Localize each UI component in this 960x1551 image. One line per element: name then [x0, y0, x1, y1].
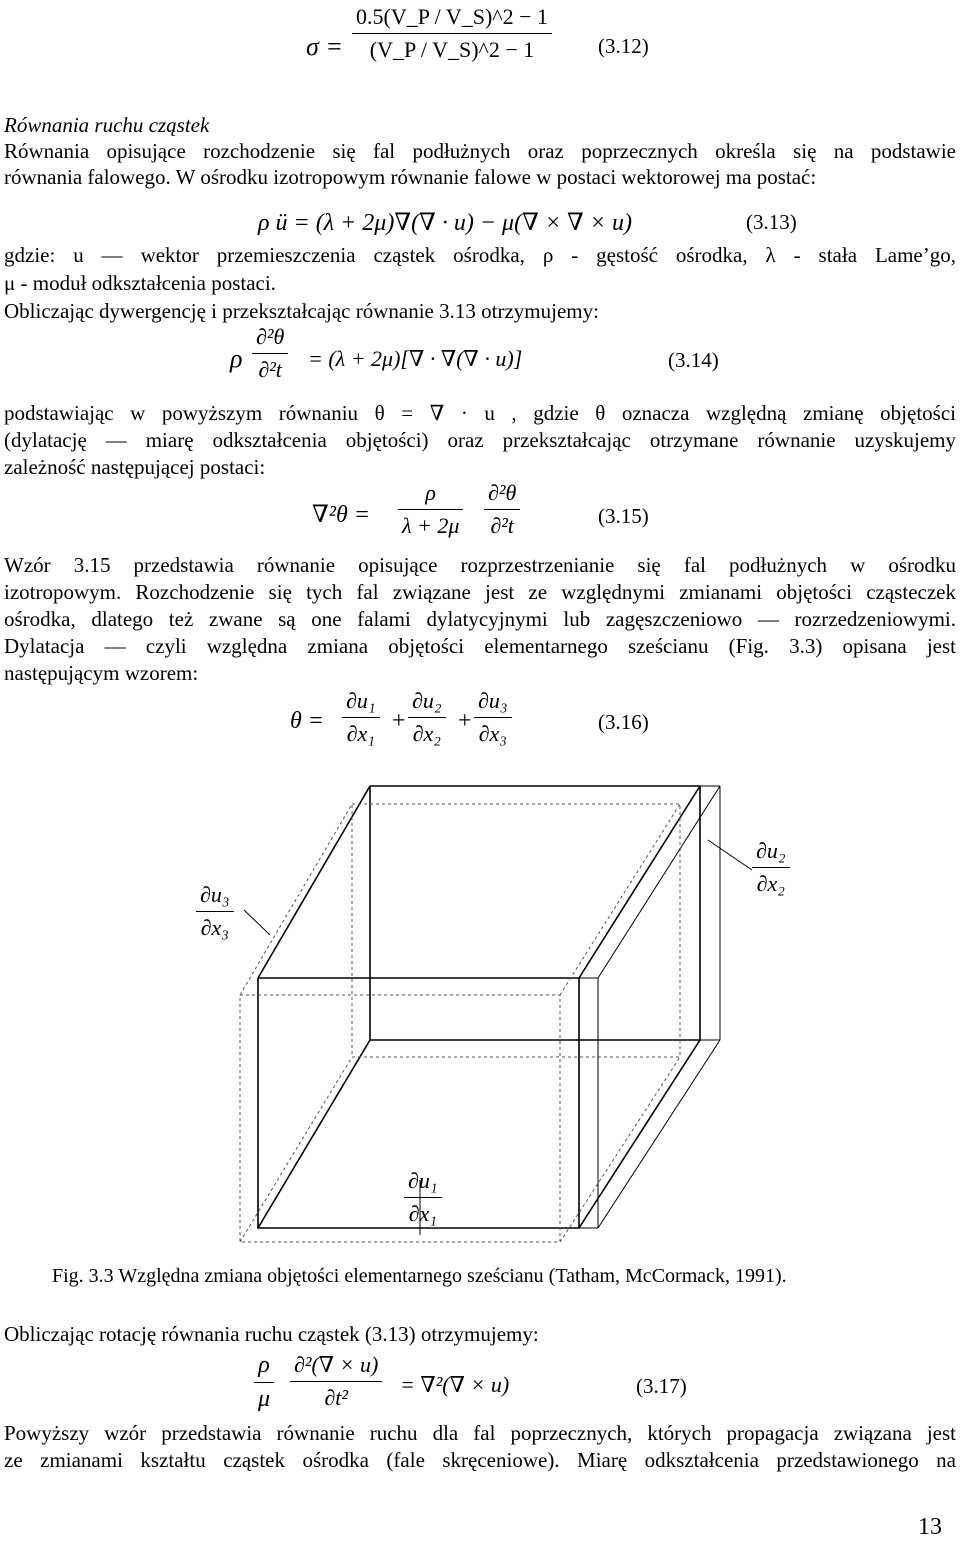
- figure-label-u1: [404, 1168, 442, 1227]
- paragraph-line: Dylatacja — czyli względna zmiana objętości elementarnego sześcianu (Fig. 3.3) opisana jest: [4, 634, 956, 658]
- cube-back-face: [370, 786, 700, 1040]
- rho-symbol: ρ: [230, 344, 243, 373]
- label-numerator: ∂u₃: [200, 882, 230, 907]
- section-heading: Równania ruchu cząstek: [4, 113, 210, 137]
- eq-3-15-numerator-2: ∂²θ: [488, 480, 517, 505]
- figure-label-u3: [196, 882, 234, 941]
- paragraph-line: Powyższy wzór przedstawia równanie ruchu dla fal poprzecznych, których propagacja związana jest: [4, 1421, 956, 1445]
- eq-3-13-tag: (3.13): [746, 210, 797, 234]
- deformed-cube-front: [240, 995, 560, 1242]
- cube-edge: [579, 1040, 700, 1228]
- cube-edge: [258, 1040, 370, 1228]
- eq-3-17-numerator: ∂²(∇ × u): [294, 1352, 379, 1377]
- paragraph-line: ośrodka, dlatego też zwane są one falami dylatycyjnymi lub zagęszczeniowo — rozrzedzeniowymi.: [4, 607, 956, 631]
- coef-denominator: μ: [258, 1386, 271, 1412]
- eq-3-12-fraction: [352, 4, 552, 63]
- paragraph-line: Obliczając rotację równania ruchu cząstek (3.13) otrzymujemy:: [4, 1322, 539, 1346]
- paragraph-line: (dylatację — miarę odkształcenia objętości) oraz przekształcając otrzymane równanie uzyskujemy: [4, 428, 956, 452]
- eq-3-17-denominator: ∂t²: [324, 1385, 348, 1410]
- eq-3-15-fraction-2: [484, 480, 520, 539]
- eq-3-16-term-3: [474, 688, 512, 747]
- eq-3-12-denominator: (V_P / V_S)^2 − 1: [369, 37, 535, 62]
- equation-3-13: ρ ü = (λ + 2μ)∇(∇ · u) − μ(∇ × ∇ × u): [258, 210, 632, 236]
- eq-3-14-fraction: [252, 324, 288, 383]
- paragraph-line: równania falowego. W ośrodku izotropowym równanie falowe w postaci wektorowej ma postać:: [4, 165, 817, 189]
- eq-3-14-tag: (3.14): [668, 348, 719, 372]
- label-numerator: ∂u₂: [756, 838, 786, 863]
- term-numerator: ∂u₁: [346, 688, 376, 713]
- sigma-symbol: σ =: [306, 32, 343, 61]
- eq-3-15-lhs: ∇²θ =: [312, 502, 370, 528]
- paragraph-line: następującym wzorem:: [4, 661, 199, 685]
- cube-edge: [579, 786, 700, 978]
- coef-numerator: ρ: [258, 1352, 270, 1378]
- plus-sign: +: [458, 708, 472, 734]
- term-numerator: ∂u₂: [412, 688, 442, 713]
- paragraph-line: μ - moduł odkształcenia postaci.: [4, 271, 276, 295]
- paragraph-line: izotropowym. Rozchodzenie się tych fal związane jest ze względnymi zmianami objętości cząsteczek: [4, 580, 956, 604]
- eq-3-16-tag: (3.16): [598, 710, 649, 734]
- term-denominator: ∂x₂: [412, 721, 441, 746]
- label-denominator: ∂x₂: [756, 871, 785, 896]
- paragraph-line: Wzór 3.15 przedstawia równanie opisujące rozprzestrzenianie się fal podłużnych w ośrodku: [4, 553, 956, 577]
- term-numerator: ∂u₃: [478, 688, 508, 713]
- eq-3-17-coefficient: [254, 1352, 274, 1413]
- label-denominator: ∂x₃: [200, 915, 229, 940]
- figure-caption: Fig. 3.3 Względna zmiana objętości elementarnego sześcianu (Tatham, McCormack, 1991).: [52, 1265, 787, 1287]
- eq-3-14-numerator: ∂²θ: [256, 324, 285, 349]
- label-leader-u3: [244, 910, 270, 935]
- paragraph-line: gdzie: u — wektor przemieszczenia cząstek ośrodka, ρ - gęstość ośrodka, λ - stała Lame’go,: [4, 243, 956, 267]
- label-numerator: ∂u₁: [408, 1168, 438, 1193]
- eq-3-16-term-2: [408, 688, 446, 747]
- label-denominator: ∂x₁: [408, 1201, 437, 1226]
- eq-3-14-rhs: = (λ + 2μ)[∇ · ∇(∇ · u)]: [308, 346, 523, 371]
- paragraph-line: ze zmianami kształtu cząstek ośrodka (fale skręceniowe). Miarę odkształcenia przedstawionego na: [4, 1448, 956, 1472]
- eq-3-14-denominator: ∂²t: [258, 357, 282, 382]
- paragraph-line: Obliczając dywergencję i przekształcając równanie 3.13 otrzymujemy:: [4, 299, 599, 323]
- eq-3-12-numerator: 0.5(V_P / V_S)^2 − 1: [356, 4, 549, 29]
- eq-3-15-fraction-1: [398, 480, 463, 539]
- paragraph-line: zależność następującej postaci:: [4, 455, 266, 479]
- eq-3-17-rhs: = ∇²(∇ × u): [400, 1372, 510, 1397]
- paragraph-line: podstawiając w powyższym równaniu θ = ∇ · u , gdzie θ oznacza względną zmianę objętości: [4, 401, 956, 425]
- term-denominator: ∂x₃: [478, 721, 507, 746]
- paragraph-line: Równania opisujące rozchodzenie się fal podłużnych oraz poprzecznych określa się na podstawie: [4, 139, 956, 163]
- label-leader-u2: [708, 840, 752, 870]
- figure-label-u2: [752, 838, 790, 897]
- eq-3-16-term-1: [342, 688, 380, 747]
- eq-3-15-tag: (3.15): [598, 504, 649, 528]
- cube-figure: [0, 760, 960, 1260]
- plus-sign: +: [392, 708, 406, 734]
- eq-3-15-denominator: λ + 2μ: [402, 513, 460, 538]
- deformed-cube-back: [352, 804, 680, 1057]
- eq-3-16-lhs: θ =: [290, 708, 324, 734]
- page-number: 13: [918, 1514, 942, 1540]
- eq-3-15-numerator: ρ: [425, 480, 436, 505]
- eq-3-12-tag: (3.12): [598, 34, 649, 58]
- term-denominator: ∂x₁: [346, 721, 375, 746]
- cube-edge: [258, 786, 370, 978]
- eq-3-17-tag: (3.17): [636, 1374, 687, 1398]
- eq-3-17-fraction: [290, 1352, 382, 1411]
- eq-3-15-denominator-2: ∂²t: [490, 513, 514, 538]
